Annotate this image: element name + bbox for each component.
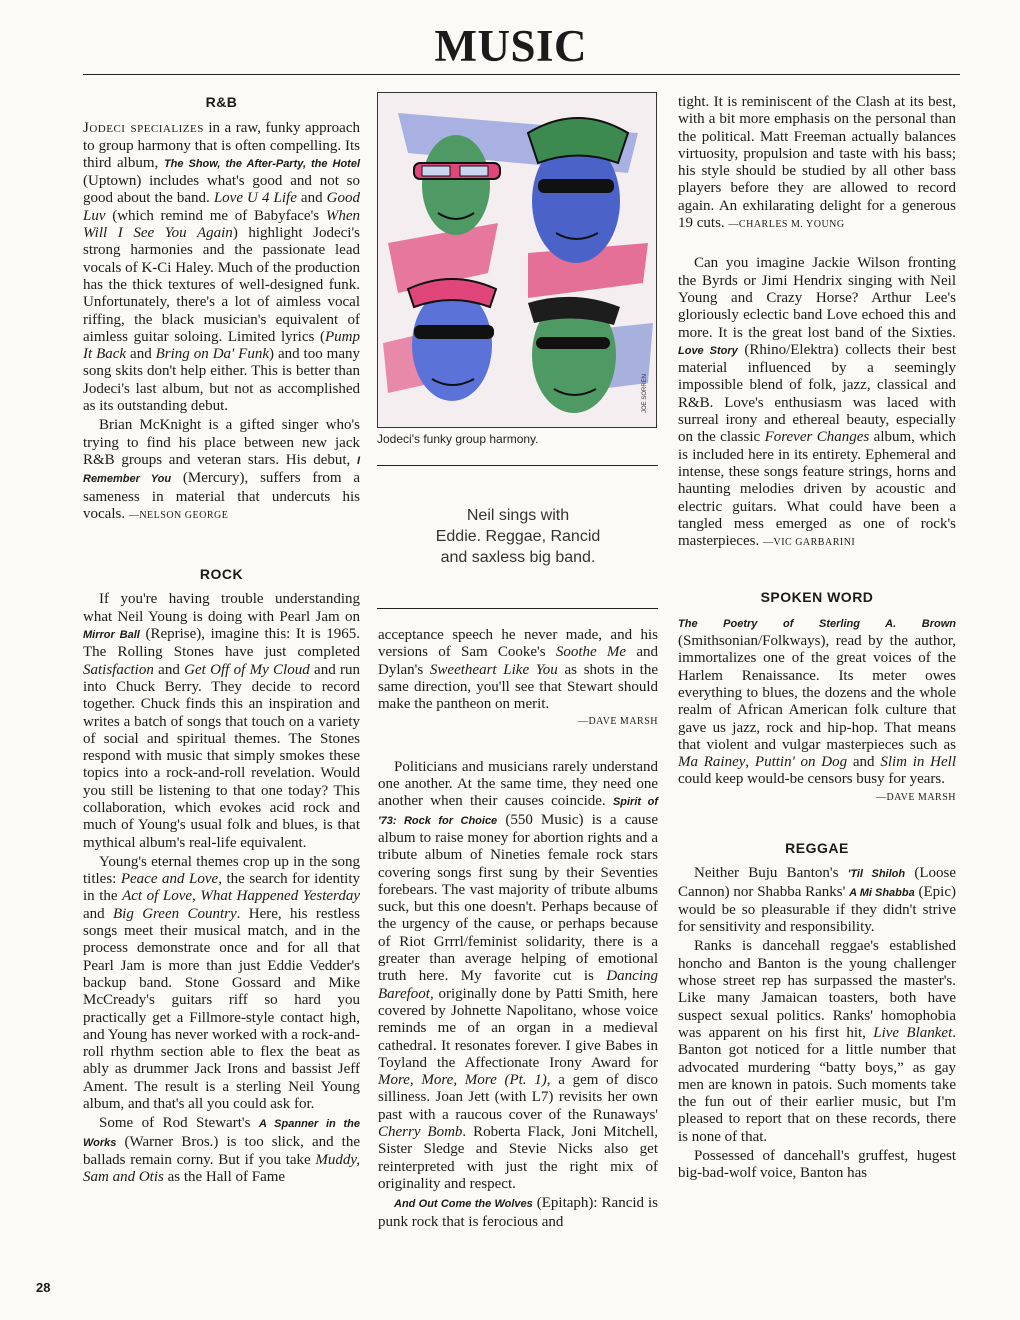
masthead: [0, 22, 1020, 70]
rock-paragraph-3-continued: acceptance speech he never made, and his versions of Sam Cooke's Soothe Me and Dylan's Sweetheart Like You as shots in the same direction, you'll see that Stewart should make the pantheon on merit.: [378, 627, 658, 713]
lead-in: Jodeci specializes: [83, 120, 204, 137]
album-title: I Remember You: [83, 454, 360, 486]
album-title: Love Story: [678, 344, 738, 357]
song-title: Act of Love: [122, 888, 193, 905]
page-number: 28: [36, 1280, 51, 1295]
byline: —DAVE MARSH: [875, 791, 956, 803]
song-title: Get Off of My Cloud: [184, 661, 310, 678]
section-heading-spoken-word: SPOKEN WORD: [760, 589, 874, 606]
rock-paragraph-3: Some of Rod Stewart's A Spanner in the Works (Warner Bros.) is too slick, and the ballads remain corny. But if you take Muddy, Sam and Otis as the Hall of Fame: [83, 1115, 360, 1186]
column-right: [678, 94, 956, 1183]
song-title: Soothe Me: [555, 644, 627, 661]
poem-title: Puttin' on Dog: [754, 754, 848, 771]
rnb-paragraph-2: Brian McKnight is a gifted singer who's trying to find his place between new jack R&B groups and veteran stars. His debut, I Remember You (Mercury), suffers from a sameness in material that undercuts his vocals. —NELSON GEORGE: [83, 417, 360, 522]
illustration: [377, 92, 657, 428]
song-title: When Will I See You Again: [83, 207, 360, 242]
byline: —CHARLES M. YOUNG: [728, 219, 845, 231]
song-title: Muddy, Sam and Otis: [83, 1151, 360, 1186]
pull-quote-line: Eddie. Reggae, Rancid: [435, 528, 601, 545]
page-title: MUSIC: [434, 21, 587, 71]
column-left: [83, 94, 360, 1187]
reggae-paragraph-1: Neither Buju Banton's 'Til Shiloh (Loose Cannon) nor Shabba Ranks' A Mi Shabba (Epic) would be so pleasurable if they didn't strive for sensitivity and responsibility.: [678, 865, 956, 936]
pull-quote-line: and saxless big band.: [440, 549, 596, 566]
poem-title: Slim in Hell: [880, 754, 956, 771]
spoken-word-paragraph: The Poetry of Sterling A. Brown (Smithsonian/Folkways), read by the author, immortalizes one of the great voices of the Harlem Renaissance. Its meter owes everything to blues, the dozens and the whole realm of African American folk culture that gave us jazz, rock and hip-hop. That means that violent and vulgar masterpieces such as Ma Rainey, Puttin' on Dog and Slim in Hell could keep would-be censors busy for years.: [678, 617, 956, 788]
pull-quote: [378, 505, 658, 568]
album-title: Mirror Ball: [83, 629, 140, 642]
divider-rule: [377, 465, 658, 466]
song-title: Bring on Da' Funk: [155, 346, 270, 363]
illustration-caption: Jodeci's funky group harmony.: [377, 432, 539, 446]
section-heading-reggae: REGGAE: [785, 839, 849, 856]
section-heading-rnb: R&B: [205, 94, 238, 110]
masthead-rule: [83, 74, 960, 75]
song-title: Love U 4 Life: [213, 190, 297, 207]
song-title: Good Luv: [83, 190, 360, 224]
pull-quote-line: Neil sings with: [466, 507, 570, 524]
song-title: Dancing Barefoot: [378, 968, 658, 1002]
song-title: What Happened Yesterday: [200, 888, 360, 905]
album-title: Forever Changes: [764, 429, 870, 446]
song-title: Sweetheart Like You: [429, 661, 558, 678]
album-title: A Spanner in the Works: [83, 1118, 360, 1149]
song-title: Satisfaction: [83, 661, 154, 678]
rock-paragraph-2: Young's eternal themes crop up in the song titles: Peace and Love, the search for identity in the Act of Love, What Happened Yesterday and Big Green Country. Here, his restless songs meet their musical match, and in the process demonstrate once and for all that Pearl Jam is more than just Eddie Vedder's backup band. Stone Gossard and Mike McCready's guitars riff so hard you practically get a Fillmore-style contact high, and Young has never worked with a rock-and-roll rhythm section able to flex the beat as ably as drummer Jack Irons and bassist Jeff Ament. The result is a sterling Neil Young album, and that's all you could ask for.: [83, 853, 360, 1113]
spirit-paragraph-1: Politicians and musicians rarely understand one another. At the same time, they need one another when their causes coincide. Spirit of '73: Rock for Choice (550 Music) is a cause album to raise money for abortion rights and a tribute album of Nineties female rock stars covering songs first sung by their Seventies forebears. The vast majority of tribute albums suck, but this one doesn't. Perhaps because of the urgency of the cause, or perhaps because of Riot Grrrl/feminist solidarity, there is a greater than average helping of emotional truth here. My favorite cut is Dancing Barefoot, originally done by Patti Smith, here covered by Johnette Napolitano, whose voice reminds me of an organ in a medieval cathedral. It resonates forever. I give Babes in Toyland the Affectionate Irony Award for More, More, More (Pt. 1), a gem of disco silliness. Joan Jett (with L7) revisits her own past with a raucous cover of the Runaways' Cherry Bomb. Roberta Flack, Joni Mitchell, Sister Sledge and Stevie Nicks also get reinterpreted with just the right mix of originality and respect.: [378, 758, 659, 1192]
song-title: Cherry Bomb: [378, 1124, 463, 1141]
song-title: Big Green Country: [113, 905, 237, 922]
song-title: More, More, More (Pt. 1): [378, 1072, 547, 1089]
song-title: Live Blanket: [873, 1024, 953, 1041]
byline: —VIC GARBARINI: [762, 537, 856, 549]
album-title: And Out Come the Wolves: [394, 1198, 533, 1211]
section-heading-rock: ROCK: [199, 566, 244, 583]
byline: —NELSON GEORGE: [128, 509, 229, 521]
rancid-paragraph: And Out Come the Wolves (Epitaph): Rancid is punk rock that is ferocious and: [378, 1195, 659, 1230]
song-title: Pump It Back: [83, 328, 360, 363]
love-paragraph: Can you imagine Jackie Wilson fronting the Byrds or Jimi Hendrix singing with Neil Young and Crazy Horse? Arthur Lee's gloriously eclectic band Love echoed this and more. It is the great lost band of the Sixties. Love Story (Rhino/Elektra) collects their best material influenced by a seemingly impossible blend of folk, jazz, classical and R&B. Love's enthusiasm was laced with surreal irony and ethereal beauty, especially on the classic Forever Changes album, which is included here in its entirety. Ephemeral and intense, these songs feature strings, horns and haunting melodies driven by acoustic and electric guitars. What could have been a tangled mess emerged as one of rock's masterpieces. —VIC GARBARINI: [678, 255, 957, 550]
rock-paragraph-1: If you're having trouble understanding what Neil Young is doing with Pearl Jam on Mirror Ball (Reprise), imagine this: It is 1965. The Rolling Stones have just completed Satisfaction and Get Off of My Cloud and run into Chuck Berry. They decide to record together. Chuck finds this an inspiration and writes a batch of songs that touch on a variety of social and spiritual themes. The Stones respond with music that simply smokes these topics into a rock-and-roll revelation. Would you still be listening to that one today? This collaboration, which evokes acid rock and much of Young's usual folk and blues, is that mythical album's real-life equivalent.: [83, 591, 361, 851]
song-title: Peace and Love: [120, 871, 219, 888]
artist-signature: JOE SORREN: [642, 373, 648, 413]
album-title: The Show, the After-Party, the Hotel: [163, 157, 360, 170]
album-title: The Poetry of Sterling A. Brown: [678, 617, 956, 630]
column-middle: [378, 627, 658, 1231]
album-title: A Mi Shabba: [849, 886, 915, 899]
jodeci-illustration: [378, 93, 656, 427]
album-title: 'Til Shiloh: [847, 868, 906, 881]
rnb-paragraph-1: Jodeci specializes in a raw, funky approach to group harmony that is often compelling. Its third album, The Show, the After-Party, the Hotel (Uptown) includes what's good and not so good about the band. Love U 4 Life and Good Luv (which remind me of Babyface's When Will I See You Again) highlight Jodeci's strong harmonies and the passionate lead vocals of K-Ci Haley. Much of the production has the thick textures of well-designed funk. Unfortunately, there's a lot of aimless vocal riffing, the black musician's equivalent of aimless guitar soloing. Limited lyrics (Pump It Back and Bring on Da' Funk) and too many song skits don't help either. This is better than Jodeci's last album, but not as accomplished as its outstanding debut.: [83, 120, 360, 415]
reggae-paragraph-2: Ranks is dancehall reggae's established honcho and Banton is the young challenger whose street rep has surpassed the master's. Like many Jamaican toasters, both have suspect sexual politics. Ranks' homophobia was apparent on his first hit, Live Blanket. Banton got noticed for a little number that advocated murdering “batty boys,” as gay men are known in patois. Such moments take the fun out of their earlier music, but I'm pleased to report that on these records, there is none of that.: [678, 938, 956, 1145]
poem-title: Ma Rainey: [678, 754, 746, 771]
byline: —DAVE MARSH: [577, 716, 658, 728]
divider-rule: [377, 608, 658, 609]
rancid-paragraph-continued: tight. It is reminiscent of the Clash at its best, with a bit more emphasis on the personal than the political. Matt Freeman actually balances virtuosity, propulsion and taste with his bass; his style should be studied by all other bass players before they are allowed to record again. An exhilarating delight for a generous 19 cuts. —CHARLES M. YOUNG: [678, 94, 956, 232]
reggae-paragraph-3: Possessed of dancehall's gruffest, hugest big-bad-wolf voice, Banton has: [678, 1148, 956, 1182]
album-title: Spirit of '73: Rock for Choice: [378, 796, 658, 827]
